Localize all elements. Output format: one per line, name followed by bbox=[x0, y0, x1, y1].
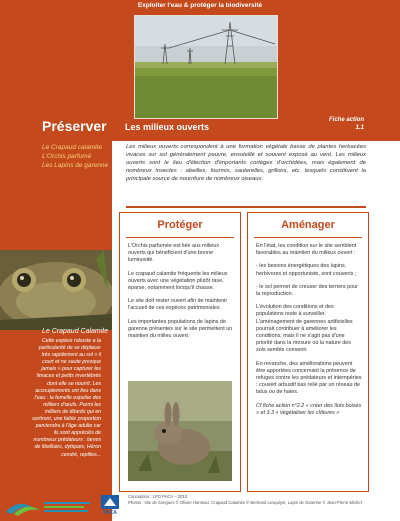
fiche-action-text: Fiche action bbox=[328, 117, 364, 123]
species-list bbox=[42, 143, 108, 170]
amenager-column bbox=[247, 212, 369, 492]
amenager-paragraph: - les besoins énergétiques des lapins, herbivores et opportuniste, sont couverts ; bbox=[256, 263, 357, 277]
amenager-paragraph: - le sol permet de creuser des terriers pour la reproduction. bbox=[256, 283, 358, 298]
intro-text bbox=[126, 143, 366, 188]
section-subtitle: Les milieux ouverts bbox=[125, 122, 210, 132]
toad-caption-title: Le Crapaud Calamite bbox=[42, 328, 109, 335]
protect-paragraph: L'Orchis parfumée est liée aux milieux ouverts qui bénéficient d'une bonne luminosité. bbox=[128, 243, 219, 264]
amenager-text bbox=[256, 243, 362, 423]
intro-paragraph: Les milieux ouverts correspondent à une formation végétale basse de plantes herbacées vivaces sur sol généralement pauvre, ensoleillé et souvent exposé au vent. Les milieux ouverts sont le lieu d'élection d'importants cortèges d'orchidées, mais également de nombreux insectes : abeilles, fourmis, sauterelles, grillons, etc. lesquels constituent la principale source de nourriture de nombreux oiseaux. bbox=[126, 144, 366, 182]
protect-paragraph: Le crapaud calamite fréquente les milieux ouverts avec une végétation plutôt rase, éparse, notamment lorsqu'il chasse. bbox=[128, 270, 228, 292]
protect-text bbox=[128, 243, 234, 346]
protect-paragraph: Les importantes populations de lapins de garenne présentes sur le site permettent un maintien du milieu ouvert. bbox=[128, 318, 233, 340]
fiche-action-number: 1.1 bbox=[355, 125, 364, 131]
paca-logo-label: PACA bbox=[103, 510, 117, 516]
credits-conception: Conception : LPO PACA – 2010 bbox=[128, 494, 188, 499]
landscape-photo bbox=[134, 15, 278, 119]
protect-title-underline bbox=[126, 237, 234, 238]
fiche-action-label bbox=[329, 116, 364, 132]
separator-line bbox=[126, 206, 366, 208]
amenager-title: Aménager bbox=[281, 219, 335, 231]
landscape-illustration bbox=[135, 16, 277, 118]
amenager-paragraph: L'évolution des conditions et des populations reste à surveiller. L'aménagement de garennes artificielles pourrait contribuer à améliorer les conditions, mais il ne s'agit pas d'une priorité dans la mesure où la nature des sols semble convenir. bbox=[256, 304, 353, 354]
rabbit-illustration bbox=[128, 381, 232, 481]
amenager-title-underline bbox=[254, 237, 362, 238]
amenager-reference-note: Cf fiche action n°2.2 « créer des îlots boisés » et 3.3 « végétaliser les clôtures » bbox=[256, 402, 362, 416]
header-title: Exploiter l'eau & protéger la biodiversité bbox=[137, 2, 263, 9]
toad-photo bbox=[0, 250, 112, 330]
paca-logo bbox=[100, 494, 120, 518]
rabbit-photo bbox=[128, 381, 232, 481]
toad-caption-text: Cette espèce robuste a la particularité de se déplacer très rapidement au sol « il court et ne saute presque jamais » pour capturer les limaces et petits invertébrés dont elle se nourrit. Les accouplements ont lieu dans l'eau : la femelle expulse des milliers d'œufs. Parmi les milliers de têtards qui en sortiront, une faible proportion parviendra à l'âge adulte car ils sont appréciés de nombreux prédateurs : larves de libellules, dytiques, Héron cendré, reptiles... bbox=[32, 338, 101, 458]
species-item: L'Orchis parfumé bbox=[42, 153, 92, 160]
partner-logo-graphic bbox=[4, 494, 94, 518]
protect-title: Protéger bbox=[157, 219, 203, 231]
credits-photos: Photos : site de Songues © Olivier Hameau, Crapaud Calamite © Bertrand Lesquiyer, Lapin de Garenne © Jean-Pierre Michel bbox=[128, 499, 362, 505]
species-item: Le Crapaud calamite bbox=[42, 144, 102, 151]
amenager-paragraph: En revanche, des améliorations peuvent être apportées concernant la présence de refuges contre les prédateurs et intempéries : couvert arbustif bas relié par un réseau de talus ou de haies. bbox=[256, 360, 362, 396]
protect-paragraph: Le site doit rester ouvert afin de maintenir l'accueil de ces espèces patrimoniales. bbox=[128, 298, 228, 312]
section-title: Préserver bbox=[42, 118, 107, 134]
partner-logo bbox=[4, 494, 94, 518]
toad-illustration bbox=[0, 250, 112, 330]
protect-column bbox=[119, 212, 241, 492]
credits bbox=[128, 494, 388, 505]
amenager-paragraph: En l'état, les condition sur le site semblent favorables au maintien du milieux ouvert : bbox=[256, 243, 357, 257]
species-item: Les Lapins de garenne bbox=[42, 162, 109, 169]
